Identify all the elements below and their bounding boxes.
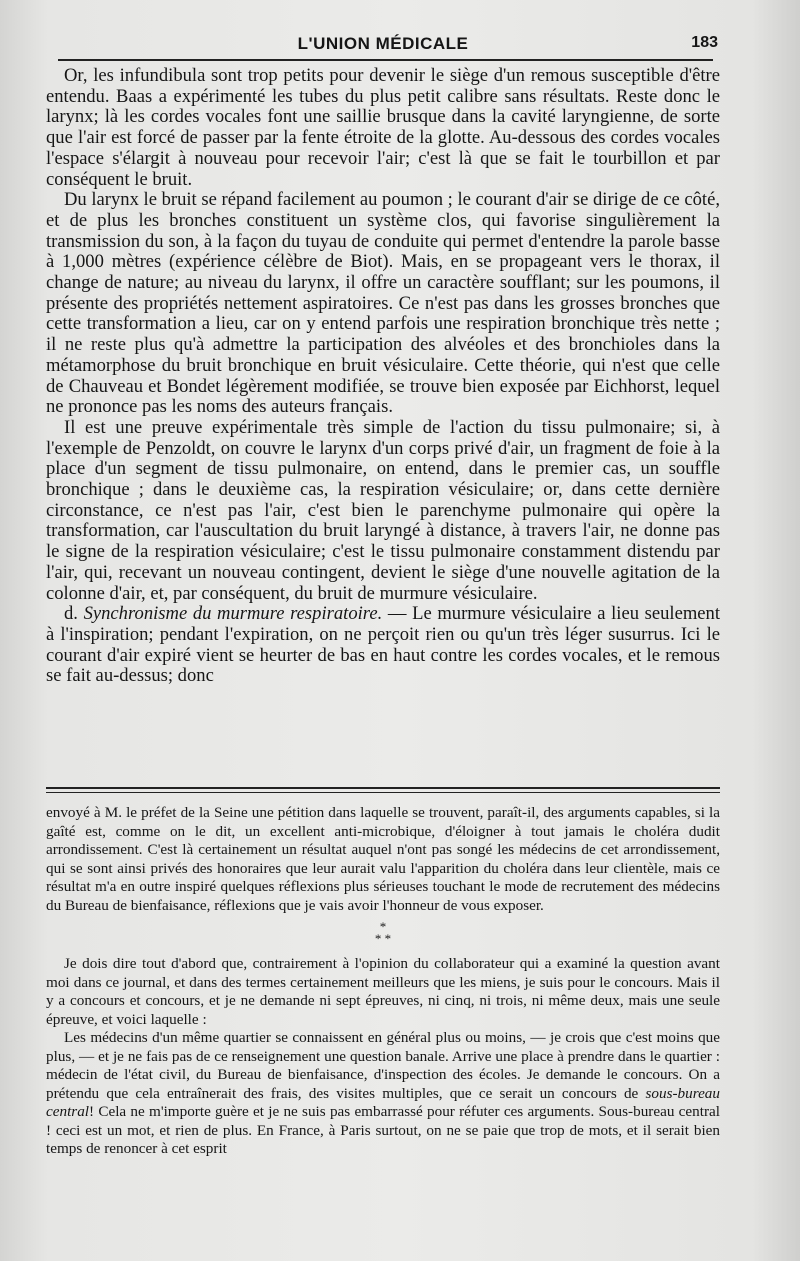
feuilleton-text	[46, 804, 720, 1159]
paragraph-infundibula: Or, les infundibula sont trop petits pour devenir le siège d'un remous susceptible d'être entendu. Baas a expérimenté les tubes du plus petit calibre sans résultats. Reste donc le larynx; là les cordes vocales font une saillie brusque dans la cavité laryngienne, de sorte que l'air est forcé de passer par la fente étroite de la glotte. Au-dessous des cordes vocales l'espace s'élargit à nouveau pour recevoir l'air; c'est là que se fait le tourbillon et par conséquent le bruit.	[46, 65, 720, 190]
note-paragraph-petition: envoyé à M. le préfet de la Seine une pétition dans laquelle se trouvent, paraît-il, des arguments capables, si la gaîté est, comme on le dit, un excellent anti-microbique, d'éloigner à tout jamais le choléra dudit arrondissement. C'est là certainement un résultat auquel n'ont pas songé les médecins de cet arrondissement, qui se sont ainsi privés des honoraires que leur aurait valu l'apparition du choléra dans leur clientèle, mais ce résultat m'a en outre inspiré quelques réflexions plus sérieuses touchant le mode de recrutement des médecins du Bureau de bienfaisance, réflexions que je vais avoir l'honneur de vous exposer.	[46, 804, 720, 914]
separator-rule-thin	[46, 792, 720, 793]
note-text-b: ! Cela ne m'importe guère et je ne suis pas embarrassé pour réfuter ces arguments. Sous-bureau central ! ceci est un mot, et rien de plus. En France, à Paris surtout, on ne se paie que trop de mots, et il serait bien temps de renoncer à cet esprit	[46, 1103, 720, 1157]
asterism-top: *	[379, 919, 387, 934]
section-heading: Synchronisme du murmure respiratoire.	[83, 603, 383, 625]
separator-rule-thick	[46, 787, 720, 789]
main-text	[46, 66, 720, 687]
paragraph-experimental-proof: Il est une preuve expérimentale très simple de l'action du tissu pulmonaire; si, à l'exemple de Penzoldt, on couvre le larynx d'un corps privé d'air, un fragment de foie à la place d'un segment de tissu pulmonaire, on entend, dans le premier cas, un souffle bronchique ; dans le deuxième cas, la respiration vésiculaire; or, dans cette dernière circonstance, ce n'est pas l'air, c'est bien le parenchyme pulmonaire qui opère la transformation, car l'auscultation du bruit laryngé à distance, à travers l'air, ne donne pas le signe de la respiration vésiculaire; c'est le tissu pulmonaire constamment distendu par l'air, qui, recevant un nouveau contingent, devient le siège d'une nouvelle agitation de la colonne d'air, et, par conséquent, du bruit de murmure vésiculaire.	[46, 416, 720, 604]
section-letter: d.	[64, 603, 84, 625]
paragraph-synchronisme	[46, 604, 720, 687]
asterism	[46, 921, 720, 947]
note-text-a: Les médecins d'un même quartier se connaissent en général plus ou moins, — je crois que c'est moins que plus, — et je ne fais pas de ce renseignement une question banale. Arrive une place à prendre dans le quartier : médecin de l'état civil, du Bureau de bienfaisance, d'inspection des écoles. Je demande le concours. On a prétendu que cela entraînerait des frais, des visites multiples, que ce serait un concours de	[46, 1029, 720, 1102]
header-rule	[58, 59, 713, 61]
asterism-bottom: * *	[374, 931, 392, 946]
note-paragraph-concours: Je dois dire tout d'abord que, contrairement à l'opinion du collaborateur qui a examiné la question avant moi dans ce journal, et dans des termes certainement meilleurs que les miens, je suis pour le concours. Mais il y a concours et concours, et je ne demande ni sept épreuves, ni cinq, ni trois, ni même deux, mais une seule épreuve, et voici laquelle :	[46, 955, 720, 1028]
note-italic-term: sous-bureau central	[46, 1084, 720, 1120]
running-title: L'UNION MÉDICALE	[297, 34, 469, 53]
note-paragraph-quartier	[46, 1029, 720, 1159]
section-text: — Le murmure vésiculaire a lieu seulement à l'inspiration; pendant l'expiration, on ne perçoit rien ou qu'un très léger susurrus. Ici le courant d'air expiré vient se heurter de bas en haut contre les cordes vocales, et le remous se fait au-dessus; donc	[46, 603, 721, 687]
page-header	[48, 20, 718, 52]
paragraph-larynx: Du larynx le bruit se répand facilement au poumon ; le courant d'air se dirige de ce côté, et de plus les bronches constituent un système clos, qui favorise singulièrement la transmission du son, à la façon du tuyau de conduite qui permet d'entendre la parole basse à 1,000 mètres (expérience célèbre de Biot). Mais, en se propageant vers le thorax, il change de nature; au niveau du larynx, il offre un caractère soufflant; sur les poumons, il présente des propriétés nettement aspiratoires. Ce n'est pas dans les grosses bronches que cette transformation a lieu, car on y entend parfois une respiration bronchique très nette ; il ne reste plus qu'à admettre la participation des alvéoles et des bronchioles dans la métamorphose du bruit bronchique en bruit vésiculaire. Cette théorie, qui n'est que celle de Chauveau et Bondet légèrement modifiée, se trouve bien exposée par Eichhorst, lequel ne prononce pas les noms des auteurs français.	[46, 189, 720, 418]
page-number: 183	[691, 34, 718, 51]
